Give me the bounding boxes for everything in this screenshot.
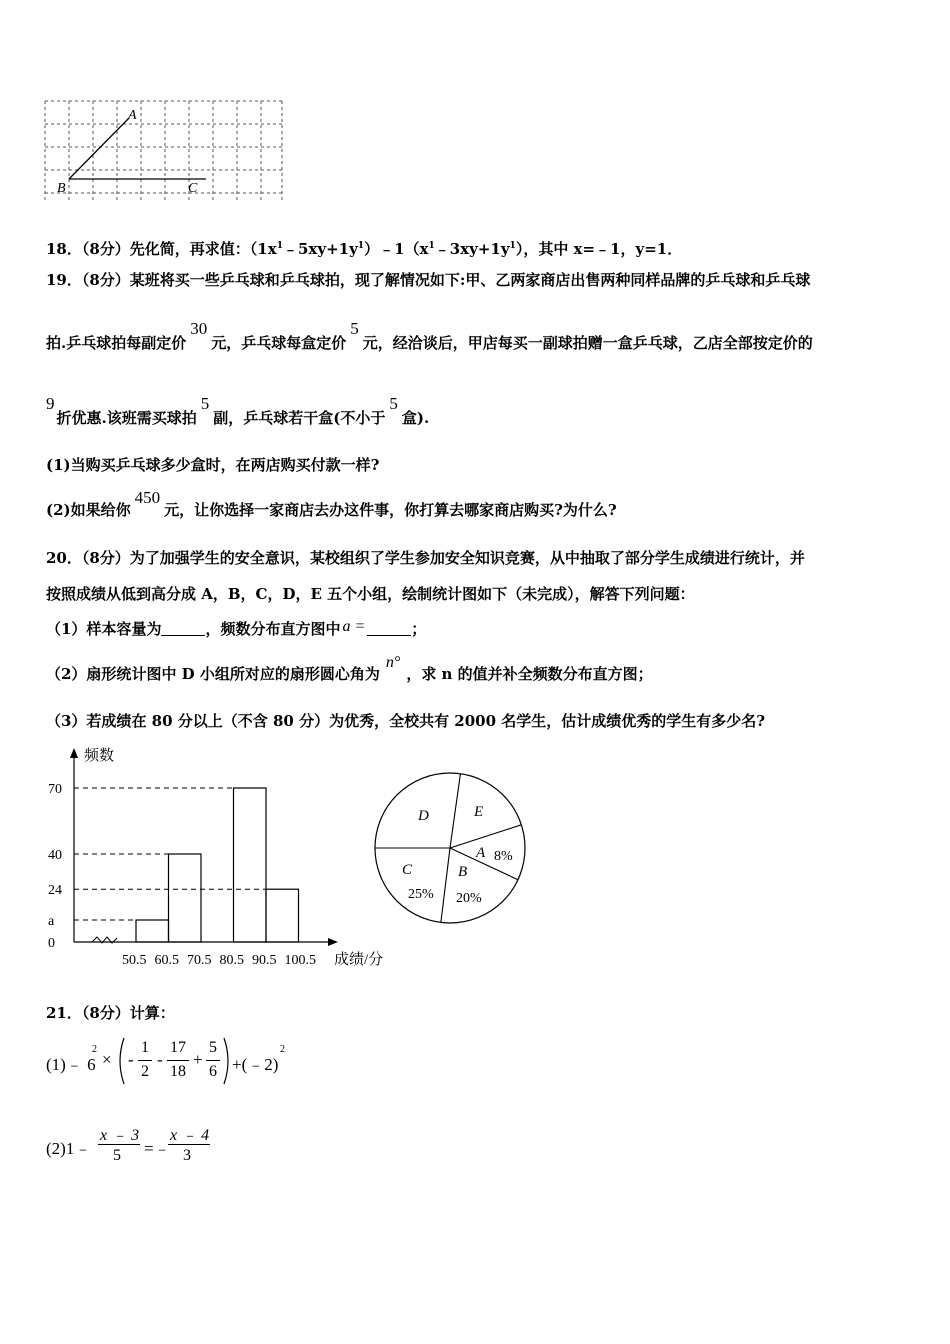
pie-slice-boundary — [450, 774, 460, 848]
y-tick-label: 24 — [48, 883, 62, 899]
label-c: C — [188, 181, 198, 196]
q18-line: 18．（8分）先化简，再求值：$(1x^1﹣5xy+1y^1)﹣1(x^1﹣3xy+1y^1)$，其中 x=﹣1，y=1． — [46, 240, 683, 258]
q20-sub1: （1）样本容量为 ，频数分布直方图中 a = ； — [46, 618, 427, 638]
x-tick-label: 80.5 — [219, 953, 244, 968]
y-tick-label: a — [48, 914, 55, 929]
x-tick-label: 70.5 — [187, 953, 212, 968]
pie-slice-label: C — [402, 862, 413, 878]
histogram-bar — [169, 854, 202, 942]
x-tick-label: 60.5 — [154, 953, 179, 968]
x-tick-label: 100.5 — [284, 953, 316, 968]
pie-percent-label: 20% — [456, 891, 482, 906]
label-a: A — [128, 108, 137, 123]
q21-expression-2: (2)1﹣ x ﹣ 3 5 =﹣ x ﹣ 4 3 — [46, 1127, 210, 1164]
q19-line1: 19．（8分）某班将买一些乒乓球和乒乓球拍，现了解情况如下:甲、乙两家商店出售两种同样品牌的乒乓球和乒乓球 — [46, 271, 811, 289]
grid-figure — [40, 95, 290, 207]
y-tick-label: 70 — [48, 782, 62, 797]
q19-sub1: (1)当购买乒乓球多少盒时，在两店购买付款一样? — [46, 456, 380, 474]
pie-slice-label: D — [418, 808, 429, 824]
pie-slice-boundary — [441, 848, 450, 922]
q19-sub2: (2)如果给你450元，让你选择一家商店去办这件事，你打算去哪家商店购买?为什么? — [46, 488, 617, 519]
pie-slice-boundary — [450, 825, 521, 848]
q19-line2: 拍.乒乓球拍每副定价30元，乒乓球每盒定价5元，经洽谈后，甲店每买一副球拍赠一盒乒乓球，乙店全部按定价的 — [46, 319, 813, 352]
y-axis-arrow — [70, 748, 78, 758]
histogram-bar — [266, 889, 299, 942]
pie-percent-label: 25% — [408, 887, 434, 902]
x-tick-label: 50.5 — [122, 953, 147, 968]
pie-slice-label: B — [458, 864, 468, 880]
pie-percent-label: 8% — [494, 849, 513, 864]
q20-line1: 20．（8分）为了加强学生的安全意识，某校组织了学生参加安全知识竞赛，从中抽取了部分学生成绩进行统计，并 — [46, 549, 805, 567]
frequency-histogram — [40, 740, 400, 972]
answer-blank-1[interactable] — [161, 621, 205, 636]
q21-expression-1: (1)﹣ 6 2 × - 1 2 - 17 18 + 5 6 +(﹣2) 2 — [46, 1036, 346, 1088]
pie-slice-label: E — [474, 804, 484, 820]
x-axis-label: 成绩/分 — [334, 952, 384, 968]
y-tick-label: 0 — [48, 936, 55, 951]
q20-sub2: （2）扇形统计图中 D 小组所对应的扇形圆心角为n°，求 n 的值并补全频数分布直方图； — [46, 654, 653, 683]
histogram-bar — [234, 788, 267, 942]
y-tick-label: 40 — [48, 848, 62, 863]
grid-lines — [45, 101, 282, 200]
q19-line3: 9折优惠.该班需买球拍5副，乒乓球若干盒(不小于5盒). — [46, 394, 430, 427]
y-axis-label: 频数 — [84, 748, 115, 764]
pie-slice-label: A — [476, 845, 486, 861]
x-axis-arrow — [328, 938, 338, 946]
answer-blank-2[interactable] — [367, 621, 411, 636]
histogram-bar — [136, 920, 169, 942]
q20-line2: 按照成绩从低到高分成 A，B，C，D，E 五个小组，绘制统计图如下（未完成），解答下列问题： — [46, 585, 695, 603]
q20-sub3: （3）若成绩在 80 分以上（不含 80 分）为优秀，全校共有 2000 名学生，估计成绩优秀的学生有多少名? — [46, 712, 766, 730]
q21-title: 21．（8分）计算： — [46, 1004, 175, 1022]
pie-chart — [370, 768, 530, 928]
label-b: B — [57, 181, 66, 196]
x-tick-label: 90.5 — [252, 953, 277, 968]
